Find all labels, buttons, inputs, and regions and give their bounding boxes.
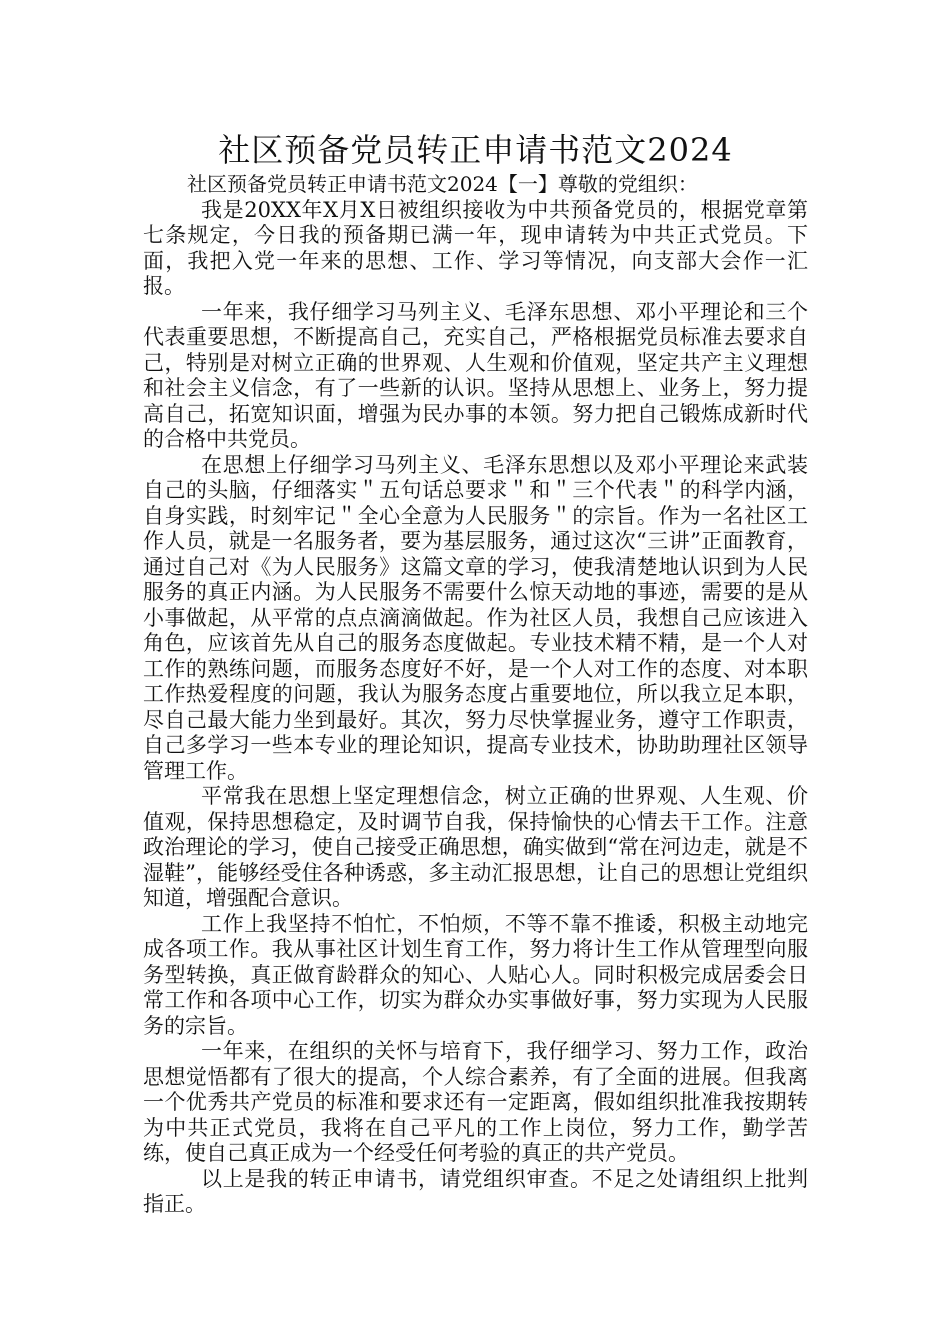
document-page	[143, 128, 808, 1218]
paragraph-7: 以上是我的转正申请书，请党组织审查。不足之处请组织上批判指正。	[143, 1166, 808, 1216]
paragraph-2: 一年来，我仔细学习马列主义、毛泽东思想、邓小平理论和三个代表重要思想，不断提高自己，充实自己，严格根据党员标准去要求自己，特别是对树立正确的世界观、人生观和价值观，坚定共产主义理想和社会主义信念，有了一些新的认识。坚持从思想上、业务上，努力提高自己，拓宽知识面，增强为民办事的本领。努力把自己锻炼成新时代的合格中共党员。	[143, 299, 808, 451]
paragraph-5: 工作上我坚持不怕忙，不怕烦，不等不靠不推诿，积极主动地完成各项工作。我从事社区计划生育工作，努力将计生工作从管理型向服务型转换，真正做育龄群众的知心、人贴心人。同时积极完成居委会日常工作和各项中心工作，切实为群众办实事做好事，努力实现为人民服务的宗旨。	[143, 911, 808, 1038]
paragraph-1: 我是20XX年X月X日被组织接收为中共预备党员的，根据党章第七条规定，今日我的预备期已满一年，现申请转为中共正式党员。下面，我把入党一年来的思想、工作、学习等情况，向支部大会作一汇报。	[143, 197, 808, 298]
paragraph-4: 平常我在思想上坚定理想信念，树立正确的世界观、人生观、价值观，保持思想稳定，及时调节自我，保持愉快的心情去干工作。注意政治理论的学习，使自己接受正确思想，确实做到“常在河边走，就是不湿鞋”，能够经受住各种诱惑，多主动汇报思想，让自己的思想让党组织知道，增强配合意识。	[143, 784, 808, 910]
paragraph-3: 在思想上仔细学习马列主义、毛泽东思想以及邓小平理论来武装自己的头脑，仔细落实＂五句话总要求＂和＂三个代表＂的科学内涵，自身实践，时刻牢记＂全心全意为人民服务＂的宗旨。作为一名社区工作人员，就是一名服务者，要为基层服务，通过这次“三讲”正面教育，通过自己对《为人民服务》这篇文章的学习，使我清楚地认识到为人民服务的真正内涵。为人民服务不需要什么惊天动地的事迹，需要的是从小事做起，从平常的点点滴滴做起。作为社区人员，我想自己应该进入角色，应该首先从自己的服务态度做起。专业技术精不精，是一个人对工作的熟练问题，而服务态度好不好，是一个人对工作的态度、对本职工作热爱程度的问题，我认为服务态度占重要地位，所以我立足本职，尽自己最大能力坐到最好。其次，努力尽快掌握业务，遵守工作职责，自己多学习一些本专业的理论知识，提高专业技术，协助助理社区领导管理工作。	[143, 452, 808, 783]
paragraph-6: 一年来，在组织的关怀与培育下，我仔细学习、努力工作，政治思想觉悟都有了很大的提高，个人综合素养，有了全面的进展。但我离一个优秀共产党员的标准和要求还有一定距离，假如组织批准我按期转为中共正式党员，我将在自己平凡的工作上岗位，努力工作，勤学苦练，使自己真正成为一个经受任何考验的真正的共产党员。	[143, 1039, 808, 1165]
document-title: 社区预备党员转正申请书范文2024	[218, 131, 733, 169]
document-subtitle: 社区预备党员转正申请书范文2024【一】尊敬的党组织：	[187, 172, 698, 196]
